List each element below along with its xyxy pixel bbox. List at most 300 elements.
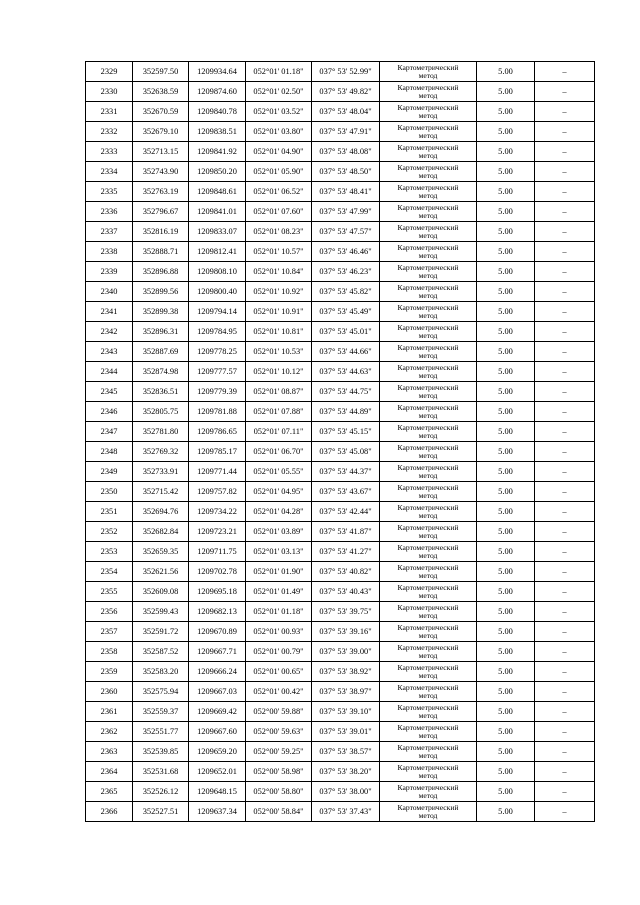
x-coordinate-cell: 352559.37 [133,702,189,722]
y-coordinate-cell: 1209785.17 [189,442,246,462]
latitude-cell: 052°01' 10.84" [246,262,312,282]
method-cell [380,102,477,122]
longitude-cell: 037° 53' 42.44" [312,502,380,522]
method-line-1: Картометрический [397,762,459,772]
method-line-2: метод [418,210,438,220]
y-coordinate-cell: 1209702.78 [189,562,246,582]
method-line-2: метод [418,670,438,680]
y-coordinate-cell: 1209670.89 [189,622,246,642]
longitude-cell: 037° 53' 39.16" [312,622,380,642]
x-coordinate-cell: 352526.12 [133,782,189,802]
note-cell: – [535,582,595,602]
longitude-cell: 037° 53' 47.57" [312,222,380,242]
point-number-cell: 2334 [86,162,133,182]
table-row [86,442,595,462]
table-row [86,162,595,182]
method-line-1: Картометрический [397,62,459,72]
x-coordinate-cell: 352781.80 [133,422,189,442]
method-cell [380,362,477,382]
x-coordinate-cell: 352743.90 [133,162,189,182]
longitude-cell: 037° 53' 44.66" [312,342,380,362]
note-cell: – [535,222,595,242]
point-number-cell: 2354 [86,562,133,582]
method-cell [380,722,477,742]
method-cell [380,542,477,562]
longitude-cell: 037° 53' 39.01" [312,722,380,742]
y-coordinate-cell: 1209786.65 [189,422,246,442]
x-coordinate-cell: 352527.51 [133,802,189,822]
longitude-cell: 037° 53' 40.82" [312,562,380,582]
latitude-cell: 052°01' 01.90" [246,562,312,582]
table-row [86,402,595,422]
point-number-cell: 2365 [86,782,133,802]
accuracy-cell: 5.00 [477,422,535,442]
accuracy-cell: 5.00 [477,362,535,382]
table-row [86,342,595,362]
y-coordinate-cell: 1209723.21 [189,522,246,542]
x-coordinate-cell: 352805.75 [133,402,189,422]
method-cell [380,682,477,702]
method-line-1: Картометрический [397,662,459,672]
latitude-cell: 052°01' 10.12" [246,362,312,382]
x-coordinate-cell: 352621.56 [133,562,189,582]
table-row [86,242,595,262]
y-coordinate-cell: 1209682.13 [189,602,246,622]
y-coordinate-cell: 1209734.22 [189,502,246,522]
method-cell [380,482,477,502]
accuracy-cell: 5.00 [477,622,535,642]
latitude-cell: 052°00' 58.98" [246,762,312,782]
method-cell [380,262,477,282]
x-coordinate-cell: 352899.56 [133,282,189,302]
table-row [86,502,595,522]
method-line-1: Картометрический [397,442,459,452]
longitude-cell: 037° 53' 45.01" [312,322,380,342]
accuracy-cell: 5.00 [477,782,535,802]
method-line-1: Картометрический [397,722,459,732]
table-row [86,462,595,482]
method-cell [380,242,477,262]
point-number-cell: 2363 [86,742,133,762]
method-cell [380,522,477,542]
y-coordinate-cell: 1209848.61 [189,182,246,202]
accuracy-cell: 5.00 [477,222,535,242]
table-row [86,662,595,682]
x-coordinate-cell: 352659.35 [133,542,189,562]
x-coordinate-cell: 352896.88 [133,262,189,282]
table-row [86,482,595,502]
accuracy-cell: 5.00 [477,502,535,522]
accuracy-cell: 5.00 [477,122,535,142]
point-number-cell: 2341 [86,302,133,322]
point-number-cell: 2345 [86,382,133,402]
x-coordinate-cell: 352796.67 [133,202,189,222]
accuracy-cell: 5.00 [477,382,535,402]
method-line-1: Картометрический [397,202,459,212]
method-line-1: Картометрический [397,802,459,812]
method-line-2: метод [418,90,438,100]
y-coordinate-cell: 1209648.15 [189,782,246,802]
table-row [86,782,595,802]
table-row [86,222,595,242]
method-line-2: метод [418,190,438,200]
accuracy-cell: 5.00 [477,62,535,82]
method-line-2: метод [418,510,438,520]
point-number-cell: 2331 [86,102,133,122]
y-coordinate-cell: 1209652.01 [189,762,246,782]
method-line-2: метод [418,810,438,820]
method-cell [380,582,477,602]
longitude-cell: 037° 53' 38.97" [312,682,380,702]
latitude-cell: 052°00' 58.84" [246,802,312,822]
accuracy-cell: 5.00 [477,282,535,302]
y-coordinate-cell: 1209667.03 [189,682,246,702]
latitude-cell: 052°01' 10.92" [246,282,312,302]
accuracy-cell: 5.00 [477,762,535,782]
point-number-cell: 2329 [86,62,133,82]
method-line-1: Картометрический [397,242,459,252]
latitude-cell: 052°01' 08.23" [246,222,312,242]
method-line-1: Картометрический [397,102,459,112]
method-cell [380,562,477,582]
accuracy-cell: 5.00 [477,482,535,502]
method-cell [380,202,477,222]
x-coordinate-cell: 352887.69 [133,342,189,362]
method-line-1: Картометрический [397,402,459,412]
longitude-cell: 037° 53' 38.00" [312,782,380,802]
x-coordinate-cell: 352575.94 [133,682,189,702]
point-number-cell: 2352 [86,522,133,542]
table-row [86,582,595,602]
accuracy-cell: 5.00 [477,642,535,662]
method-line-1: Картометрический [397,342,459,352]
method-cell [380,502,477,522]
longitude-cell: 037° 53' 48.04" [312,102,380,122]
point-number-cell: 2366 [86,802,133,822]
latitude-cell: 052°01' 03.80" [246,122,312,142]
latitude-cell: 052°00' 59.63" [246,722,312,742]
latitude-cell: 052°01' 03.89" [246,522,312,542]
latitude-cell: 052°01' 07.11" [246,422,312,442]
note-cell: – [535,542,595,562]
method-cell [380,762,477,782]
accuracy-cell: 5.00 [477,182,535,202]
method-line-2: метод [418,630,438,640]
longitude-cell: 037° 53' 44.63" [312,362,380,382]
table-row [86,702,595,722]
accuracy-cell: 5.00 [477,82,535,102]
method-line-1: Картометрический [397,702,459,712]
longitude-cell: 037° 53' 49.82" [312,82,380,102]
method-cell [380,342,477,362]
method-cell [380,382,477,402]
table-row [86,82,595,102]
method-line-2: метод [418,550,438,560]
note-cell: – [535,682,595,702]
point-number-cell: 2349 [86,462,133,482]
y-coordinate-cell: 1209667.71 [189,642,246,662]
method-line-2: метод [418,170,438,180]
note-cell: – [535,442,595,462]
note-cell: – [535,102,595,122]
method-cell [380,122,477,142]
method-cell [380,662,477,682]
method-line-2: метод [418,730,438,740]
y-coordinate-cell: 1209841.01 [189,202,246,222]
latitude-cell: 052°00' 59.25" [246,742,312,762]
longitude-cell: 037° 53' 43.67" [312,482,380,502]
x-coordinate-cell: 352763.19 [133,182,189,202]
method-cell [380,742,477,762]
accuracy-cell: 5.00 [477,262,535,282]
longitude-cell: 037° 53' 41.27" [312,542,380,562]
method-line-2: метод [418,250,438,260]
method-line-2: метод [418,750,438,760]
method-line-2: метод [418,770,438,780]
y-coordinate-cell: 1209784.95 [189,322,246,342]
accuracy-cell: 5.00 [477,562,535,582]
latitude-cell: 052°00' 59.88" [246,702,312,722]
accuracy-cell: 5.00 [477,742,535,762]
accuracy-cell: 5.00 [477,322,535,342]
y-coordinate-cell: 1209833.07 [189,222,246,242]
x-coordinate-cell: 352597.50 [133,62,189,82]
table-row [86,102,595,122]
accuracy-cell: 5.00 [477,202,535,222]
x-coordinate-cell: 352899.38 [133,302,189,322]
accuracy-cell: 5.00 [477,662,535,682]
note-cell: – [535,722,595,742]
x-coordinate-cell: 352816.19 [133,222,189,242]
method-line-2: метод [418,450,438,460]
note-cell: – [535,482,595,502]
method-line-2: метод [418,270,438,280]
point-number-cell: 2348 [86,442,133,462]
method-line-2: метод [418,530,438,540]
point-number-cell: 2351 [86,502,133,522]
accuracy-cell: 5.00 [477,162,535,182]
note-cell: – [535,62,595,82]
longitude-cell: 037° 53' 37.43" [312,802,380,822]
y-coordinate-cell: 1209779.39 [189,382,246,402]
y-coordinate-cell: 1209666.24 [189,662,246,682]
latitude-cell: 052°01' 00.42" [246,682,312,702]
longitude-cell: 037° 53' 38.20" [312,762,380,782]
note-cell: – [535,202,595,222]
note-cell: – [535,762,595,782]
point-number-cell: 2344 [86,362,133,382]
note-cell: – [535,122,595,142]
y-coordinate-cell: 1209850.20 [189,162,246,182]
x-coordinate-cell: 352670.59 [133,102,189,122]
table-row [86,682,595,702]
table-row [86,302,595,322]
y-coordinate-cell: 1209812.41 [189,242,246,262]
y-coordinate-cell: 1209695.18 [189,582,246,602]
method-cell [380,302,477,322]
accuracy-cell: 5.00 [477,402,535,422]
table-row [86,142,595,162]
latitude-cell: 052°01' 10.81" [246,322,312,342]
longitude-cell: 037° 53' 47.91" [312,122,380,142]
x-coordinate-cell: 352599.43 [133,602,189,622]
note-cell: – [535,422,595,442]
y-coordinate-cell: 1209637.34 [189,802,246,822]
accuracy-cell: 5.00 [477,802,535,822]
note-cell: – [535,182,595,202]
latitude-cell: 052°01' 06.70" [246,442,312,462]
method-line-1: Картометрический [397,542,459,552]
method-cell [380,162,477,182]
table-row [86,642,595,662]
longitude-cell: 037° 53' 45.82" [312,282,380,302]
x-coordinate-cell: 352531.68 [133,762,189,782]
longitude-cell: 037° 53' 39.75" [312,602,380,622]
longitude-cell: 037° 53' 47.99" [312,202,380,222]
method-line-1: Картометрический [397,302,459,312]
method-line-1: Картометрический [397,262,459,272]
latitude-cell: 052°01' 07.60" [246,202,312,222]
longitude-cell: 037° 53' 39.00" [312,642,380,662]
note-cell: – [535,402,595,422]
y-coordinate-cell: 1209840.78 [189,102,246,122]
note-cell: – [535,162,595,182]
accuracy-cell: 5.00 [477,722,535,742]
longitude-cell: 037° 53' 45.49" [312,302,380,322]
method-line-1: Картометрический [397,522,459,532]
y-coordinate-cell: 1209808.10 [189,262,246,282]
table-row [86,762,595,782]
table-row [86,802,595,822]
point-number-cell: 2337 [86,222,133,242]
latitude-cell: 052°01' 08.87" [246,382,312,402]
latitude-cell: 052°01' 01.18" [246,602,312,622]
point-number-cell: 2353 [86,542,133,562]
method-line-2: метод [418,690,438,700]
method-cell [380,402,477,422]
method-cell [380,462,477,482]
table-row [86,722,595,742]
table-row [86,122,595,142]
note-cell: – [535,802,595,822]
point-number-cell: 2340 [86,282,133,302]
latitude-cell: 052°01' 10.91" [246,302,312,322]
accuracy-cell: 5.00 [477,242,535,262]
latitude-cell: 052°01' 04.90" [246,142,312,162]
point-number-cell: 2333 [86,142,133,162]
y-coordinate-cell: 1209777.57 [189,362,246,382]
method-line-1: Картометрический [397,222,459,232]
point-number-cell: 2332 [86,122,133,142]
x-coordinate-cell: 352694.76 [133,502,189,522]
point-number-cell: 2360 [86,682,133,702]
table-row [86,542,595,562]
y-coordinate-cell: 1209659.20 [189,742,246,762]
table-row [86,622,595,642]
method-cell [380,322,477,342]
accuracy-cell: 5.00 [477,342,535,362]
point-number-cell: 2342 [86,322,133,342]
x-coordinate-cell: 352715.42 [133,482,189,502]
table-row [86,322,595,342]
method-line-2: метод [418,350,438,360]
point-number-cell: 2361 [86,702,133,722]
note-cell: – [535,602,595,622]
method-cell [380,782,477,802]
method-line-2: метод [418,110,438,120]
method-line-2: метод [418,290,438,300]
y-coordinate-cell: 1209874.60 [189,82,246,102]
latitude-cell: 052°01' 10.57" [246,242,312,262]
point-number-cell: 2335 [86,182,133,202]
method-line-2: метод [418,590,438,600]
latitude-cell: 052°01' 06.52" [246,182,312,202]
note-cell: – [535,742,595,762]
point-number-cell: 2338 [86,242,133,262]
accuracy-cell: 5.00 [477,102,535,122]
x-coordinate-cell: 352638.59 [133,82,189,102]
table-row [86,562,595,582]
point-number-cell: 2359 [86,662,133,682]
accuracy-cell: 5.00 [477,602,535,622]
method-cell [380,442,477,462]
y-coordinate-cell: 1209781.88 [189,402,246,422]
latitude-cell: 052°01' 05.55" [246,462,312,482]
method-line-2: метод [418,150,438,160]
note-cell: – [535,302,595,322]
x-coordinate-cell: 352587.52 [133,642,189,662]
method-line-1: Картометрический [397,142,459,152]
note-cell: – [535,662,595,682]
x-coordinate-cell: 352682.84 [133,522,189,542]
longitude-cell: 037° 53' 41.87" [312,522,380,542]
latitude-cell: 052°01' 04.95" [246,482,312,502]
method-line-1: Картометрический [397,322,459,332]
note-cell: – [535,342,595,362]
x-coordinate-cell: 352896.31 [133,322,189,342]
latitude-cell: 052°01' 01.49" [246,582,312,602]
table-row [86,362,595,382]
method-line-1: Картометрический [397,382,459,392]
method-line-2: метод [418,130,438,140]
accuracy-cell: 5.00 [477,702,535,722]
method-cell [380,422,477,442]
y-coordinate-cell: 1209838.51 [189,122,246,142]
x-coordinate-cell: 352551.77 [133,722,189,742]
method-line-2: метод [418,650,438,660]
method-cell [380,282,477,302]
x-coordinate-cell: 352609.08 [133,582,189,602]
method-line-1: Картометрический [397,682,459,692]
x-coordinate-cell: 352836.51 [133,382,189,402]
note-cell: – [535,262,595,282]
x-coordinate-cell: 352583.20 [133,662,189,682]
longitude-cell: 037° 53' 44.75" [312,382,380,402]
method-line-1: Картометрический [397,782,459,792]
longitude-cell: 037° 53' 48.08" [312,142,380,162]
latitude-cell: 052°01' 01.18" [246,62,312,82]
longitude-cell: 037° 53' 46.23" [312,262,380,282]
note-cell: – [535,702,595,722]
y-coordinate-cell: 1209667.60 [189,722,246,742]
table-body [86,62,595,822]
table-row [86,742,595,762]
method-line-2: метод [418,710,438,720]
table-row [86,422,595,442]
point-number-cell: 2362 [86,722,133,742]
accuracy-cell: 5.00 [477,142,535,162]
method-line-1: Картометрический [397,622,459,632]
